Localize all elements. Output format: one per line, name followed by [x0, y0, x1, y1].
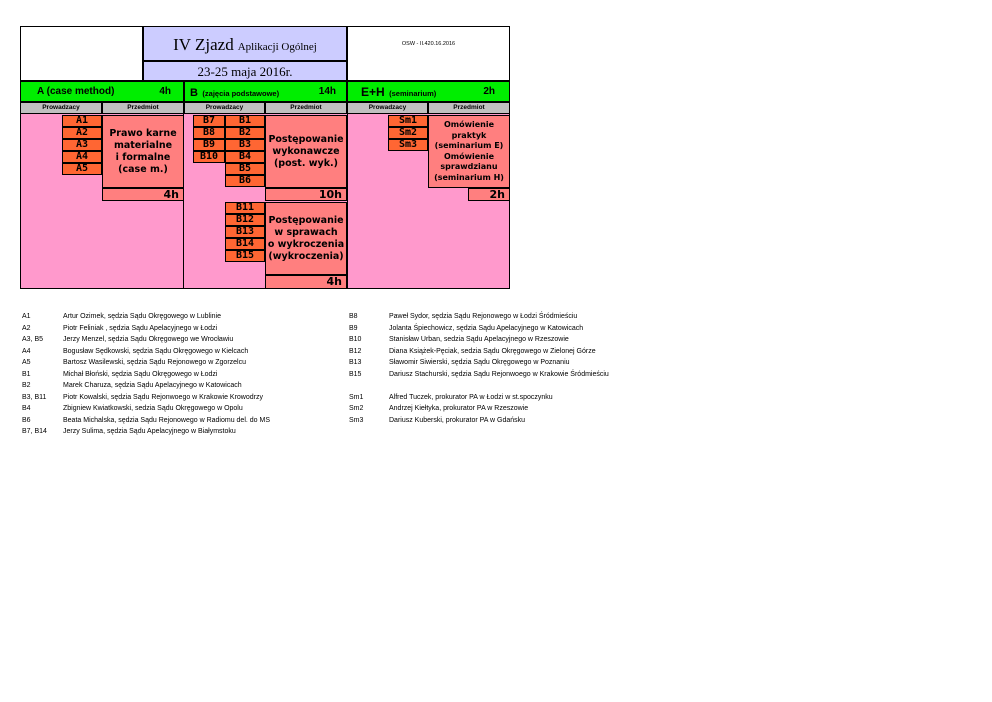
- legend-right-codes: [349, 311, 363, 426]
- legend-code: B10: [349, 336, 362, 343]
- lecturer-code: A4: [62, 151, 102, 163]
- lecturer-code: B13: [225, 226, 265, 238]
- legend-name: Dariusz Kuberski, prokurator PA w Gdańsku: [389, 416, 526, 424]
- hours-badge-a: 4h: [102, 188, 184, 201]
- subject-line: wykonawcze: [272, 145, 340, 157]
- legend-code: B2: [22, 382, 31, 389]
- group-a-label: A (case method): [37, 86, 115, 97]
- col-header-prowadzacy-b: Prowadzacy: [184, 102, 265, 114]
- legend-code: B7, B14: [22, 428, 47, 435]
- legend-code: A4: [22, 347, 31, 355]
- column-divider-be: [347, 114, 348, 289]
- legend-code: B6: [22, 416, 31, 424]
- legend-code: Sm2: [349, 405, 364, 412]
- subject-line: (post. wyk.): [273, 157, 338, 169]
- group-b-header: [184, 81, 347, 102]
- subject-line: w sprawach: [274, 226, 338, 238]
- legend-code: B15: [349, 370, 362, 378]
- legend-name: Jerzy Menzel, sędzia Sądu Okręgowego we Wrocławiu: [63, 336, 234, 343]
- lecturer-code: B6: [225, 175, 265, 187]
- col-header-przedmiot-b: Przedmiot: [265, 102, 347, 114]
- title-small: Aplikacji Ogólnej: [237, 41, 317, 53]
- lecturer-code: Sm1: [388, 115, 428, 127]
- hours-badge-sm: 2h: [468, 188, 510, 201]
- reference-number: OSW - II.420.16.2016: [347, 26, 510, 81]
- legend-name: Jerzy Sulima, sędzia Sądu Apelacyjnego w Białymstoku: [63, 428, 236, 435]
- legend-name: Bartosz Wasilewski, sędzia Sądu Rejonowego w Zgorzelcu: [63, 359, 246, 366]
- group-eh-hours: 2h: [483, 86, 495, 97]
- legend-name: Bogusław Sędkowski, sędzia Sądu Okręgowego w Kielcach: [63, 347, 249, 355]
- legend-left-names: [63, 311, 270, 438]
- session-dates: 23-25 maja 2016r.: [143, 61, 347, 81]
- subject-line: (seminarium H): [434, 172, 504, 182]
- col-header-prowadzacy-eh: Prowadzacy: [347, 102, 428, 114]
- lecturer-code: B4: [225, 151, 265, 163]
- lecturer-code: B15: [225, 250, 265, 262]
- subject-line: Omówienie: [443, 120, 495, 129]
- lecturer-code: B11: [225, 202, 265, 214]
- group-eh-label: E+H: [361, 85, 385, 99]
- lecturer-code: Sm2: [388, 127, 428, 139]
- subject-line: o wykroczenia: [267, 238, 345, 250]
- legend-spacer: [349, 380, 363, 392]
- legend-name: Beata Michalska, sędzia Sądu Rejonowego w Radiomu del. do MS: [63, 416, 271, 424]
- lecturer-code: A3: [62, 139, 102, 151]
- lecturer-code: B12: [225, 214, 265, 226]
- lecturer-code: B10: [193, 151, 225, 163]
- group-a-hours: 4h: [159, 86, 171, 97]
- subject-line: (case m.): [118, 163, 168, 175]
- legend-code: A1: [22, 313, 31, 320]
- subject-line: (wykroczenia): [268, 250, 344, 262]
- lecturer-code: A5: [62, 163, 102, 175]
- subject-line: (seminarium E): [434, 141, 504, 150]
- group-b-label: B: [190, 87, 198, 99]
- lecturer-code: B1: [225, 115, 265, 127]
- group-b-hours: 14h: [318, 86, 336, 97]
- subject-block-b1: [265, 115, 347, 188]
- subject-line: Prawo karne: [109, 127, 177, 139]
- lecturer-code: B9: [193, 139, 225, 151]
- legend-name: Paweł Sydor, sędzia Sądu Rejonowego w Łodzi Śródmieściu: [389, 313, 578, 320]
- legend-spacer: [389, 380, 609, 392]
- legend-name: Alfred Tuczek, prokurator PA w Łodzi w st.spoczynku: [389, 393, 553, 401]
- legend-code: B1: [22, 370, 31, 378]
- legend-name: Artur Ozimek, sędzia Sądu Okręgowego w Lublinie: [63, 313, 221, 320]
- legend-name: Jolanta Śpiechowicz, sędzia Sądu Apelacyjnego w Katowicach: [389, 324, 584, 332]
- legend-name: Marek Charuza, sędzia Sądu Apelacyjnego w Katowicach: [63, 382, 242, 389]
- lecturer-code: A1: [62, 115, 102, 127]
- legend-code: B4: [22, 405, 31, 412]
- group-b-sublabel: (zajęcia podstawowe): [202, 89, 280, 98]
- hours-badge-b1: 10h: [265, 188, 347, 201]
- subject-line: Postępowanie: [268, 214, 344, 226]
- subject-line: Postępowanie: [268, 133, 344, 145]
- col-header-przedmiot-eh: Przedmiot: [428, 102, 510, 114]
- legend-code: A5: [22, 359, 31, 366]
- legend-name: Piotr Kowalski, sędzia Sądu Rejonwoego w Krakowie Krowodrzy: [63, 393, 263, 401]
- legend-name: Andrzej Kiełtyka, prokurator PA w Rzeszowie: [389, 405, 529, 412]
- group-a-header: [20, 81, 184, 102]
- col-header-prowadzacy-a: Prowadzacy: [20, 102, 102, 114]
- hours-badge-b2: 4h: [265, 275, 347, 289]
- legend-name: Dariusz Stachurski, sędzia Sądu Rejonwoego w Krakowie Śródmieściu: [389, 370, 609, 378]
- subject-block-b2: [265, 202, 347, 275]
- legend-name: Sławomir Siwierski, sędzia Sądu Okręgowego w Poznaniu: [389, 359, 570, 366]
- subject-line: materialne: [113, 139, 173, 151]
- subject-line: Omówienie: [443, 151, 495, 161]
- lecturer-code: B8: [193, 127, 225, 139]
- legend-name: Stanisław Urban, sedzia Sądu Apelacyjnego w Rzeszowie: [389, 336, 569, 343]
- lecturer-code: B14: [225, 238, 265, 250]
- page-title: [143, 26, 347, 61]
- col-header-przedmiot-a: Przedmiot: [102, 102, 184, 114]
- title-big: IV Zjazd: [173, 35, 234, 54]
- lecturer-code: B2: [225, 127, 265, 139]
- header-blank-cell: [20, 26, 143, 81]
- legend-code: Sm1: [349, 393, 364, 401]
- subject-block-a: [102, 115, 184, 188]
- subject-line: i formalne: [115, 151, 171, 163]
- lecturer-code: A2: [62, 127, 102, 139]
- group-eh-header: [347, 81, 510, 102]
- legend-right-names: [389, 311, 609, 426]
- group-eh-sublabel: (seminarium): [389, 89, 437, 98]
- subject-line: praktyk: [451, 130, 487, 140]
- lecturer-code: Sm3: [388, 139, 428, 151]
- legend-name: Michał Błoński, sędzia Sądu Okręgowego w Łodzi: [63, 370, 218, 378]
- legend-code: A2: [22, 324, 31, 332]
- lecturer-code: B3: [225, 139, 265, 151]
- legend-code: B13: [349, 359, 362, 366]
- subject-block-sm: [428, 115, 510, 188]
- legend-code: A3, B5: [22, 336, 44, 343]
- legend-code: B3, B11: [22, 393, 47, 401]
- legend-name: Piotr Feliniak , sędzia Sądu Apelacyjnego w Łodzi: [63, 324, 218, 332]
- legend-code: B12: [349, 347, 362, 355]
- legend-name: Diana Książek-Pęciak, sedzia Sądu Okręgowego w Zielonej Górze: [389, 347, 596, 355]
- subject-line: sprawdzianu: [440, 162, 498, 171]
- lecturer-code: B7: [193, 115, 225, 127]
- legend-name: Zbigniew Kwiatkowski, sedzia Sądu Okręgowego w Opolu: [63, 405, 243, 412]
- lecturer-code: B5: [225, 163, 265, 175]
- legend-code: B9: [349, 324, 358, 332]
- legend-left-codes: [22, 311, 47, 438]
- legend-code: B8: [349, 313, 358, 320]
- legend-code: Sm3: [349, 416, 364, 424]
